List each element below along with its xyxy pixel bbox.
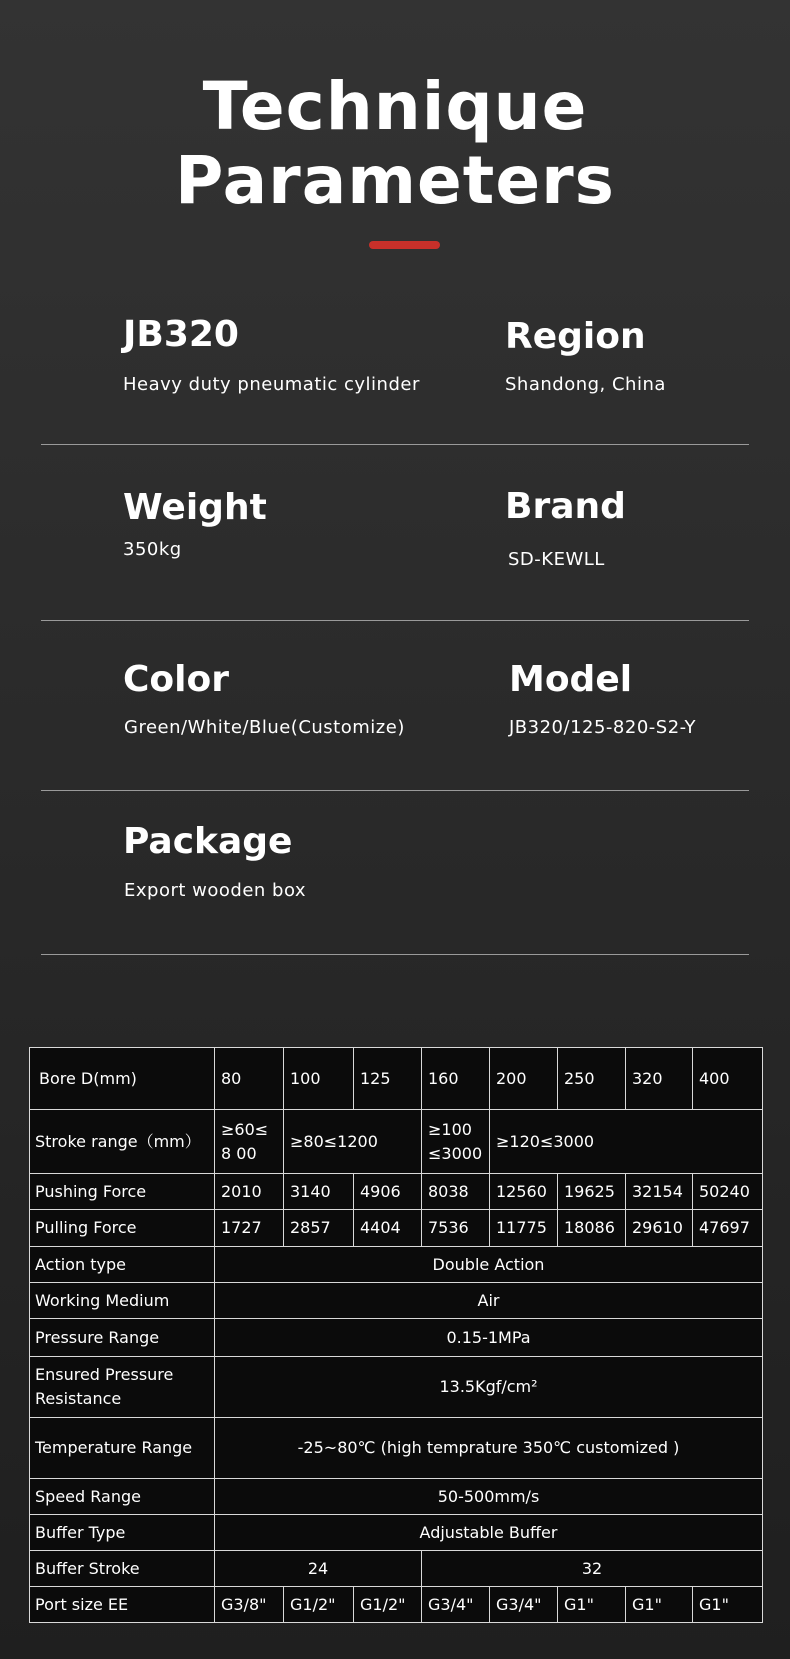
table-cell: 2857 bbox=[284, 1210, 354, 1247]
table-cell: -25~80℃ (high temprature 350℃ customized ) bbox=[215, 1418, 763, 1479]
title-line-2: Parameters bbox=[175, 142, 615, 219]
table-row bbox=[30, 1048, 763, 1110]
row-label: Port size EE bbox=[30, 1587, 215, 1623]
table-cell: 7536 bbox=[422, 1210, 490, 1247]
table-cell: G3/4" bbox=[490, 1587, 558, 1623]
table-cell: G1/2" bbox=[284, 1587, 354, 1623]
param-color bbox=[123, 659, 405, 738]
param-label: Weight bbox=[123, 487, 267, 528]
spec-table bbox=[29, 1047, 763, 1623]
table-cell: 11775 bbox=[490, 1210, 558, 1247]
param-brand bbox=[505, 486, 626, 570]
table-cell: 3140 bbox=[284, 1174, 354, 1210]
row-label: Buffer Stroke bbox=[30, 1551, 215, 1587]
table-cell: Double Action bbox=[215, 1247, 763, 1283]
param-label: Region bbox=[505, 316, 646, 357]
table-cell: 47697 bbox=[693, 1210, 763, 1247]
row-label: Pushing Force bbox=[30, 1174, 215, 1210]
table-cell: 13.5Kgf/cm² bbox=[215, 1357, 763, 1418]
table-cell: 4906 bbox=[354, 1174, 422, 1210]
table-row bbox=[30, 1587, 763, 1623]
table-cell: 4404 bbox=[354, 1210, 422, 1247]
divider bbox=[41, 790, 749, 791]
table-cell: 100 bbox=[284, 1048, 354, 1110]
table-cell: 200 bbox=[490, 1048, 558, 1110]
row-label: Temperature Range bbox=[30, 1418, 215, 1479]
param-label: Brand bbox=[505, 486, 626, 527]
row-label: Bore D(mm) bbox=[30, 1048, 215, 1110]
table-cell: 2010 bbox=[215, 1174, 284, 1210]
table-cell: Air bbox=[215, 1283, 763, 1319]
table-cell: 80 bbox=[215, 1048, 284, 1110]
table-cell: 12560 bbox=[490, 1174, 558, 1210]
table-cell: 0.15-1MPa bbox=[215, 1319, 763, 1357]
table-row bbox=[30, 1247, 763, 1283]
table-cell: 8038 bbox=[422, 1174, 490, 1210]
title-line-1: Technique bbox=[202, 68, 588, 145]
row-label: Speed Range bbox=[30, 1479, 215, 1515]
table-row bbox=[30, 1174, 763, 1210]
table-cell: 32154 bbox=[626, 1174, 693, 1210]
param-value: Export wooden box bbox=[124, 880, 307, 901]
table-row bbox=[30, 1210, 763, 1247]
table-cell: 400 bbox=[693, 1048, 763, 1110]
table-cell: 24 bbox=[215, 1551, 422, 1587]
param-model-code bbox=[123, 314, 420, 395]
row-label: Pulling Force bbox=[30, 1210, 215, 1247]
table-cell: 50-500mm/s bbox=[215, 1479, 763, 1515]
page-title bbox=[0, 70, 790, 218]
table-row bbox=[30, 1283, 763, 1319]
table-row bbox=[30, 1515, 763, 1551]
param-value: Green/White/Blue(Customize) bbox=[124, 717, 405, 738]
table-cell: ≥60≤8 00 bbox=[215, 1110, 284, 1174]
title-accent-bar bbox=[369, 241, 440, 249]
param-label: Package bbox=[123, 821, 293, 862]
row-label: Ensured Pressure Resistance bbox=[30, 1357, 215, 1418]
param-region bbox=[505, 316, 666, 395]
table-cell: 250 bbox=[558, 1048, 626, 1110]
table-cell: 125 bbox=[354, 1048, 422, 1110]
param-model bbox=[509, 659, 697, 738]
table-cell: 32 bbox=[422, 1551, 763, 1587]
divider bbox=[41, 954, 749, 955]
row-label: Action type bbox=[30, 1247, 215, 1283]
table-cell: ≥100 ≤3000 bbox=[422, 1110, 490, 1174]
row-label: Working Medium bbox=[30, 1283, 215, 1319]
table-cell: Adjustable Buffer bbox=[215, 1515, 763, 1551]
param-label: Model bbox=[509, 659, 633, 700]
table-cell: 18086 bbox=[558, 1210, 626, 1247]
table-cell: G1" bbox=[626, 1587, 693, 1623]
table-row bbox=[30, 1110, 763, 1174]
divider bbox=[41, 620, 749, 621]
table-cell: G3/8" bbox=[215, 1587, 284, 1623]
param-label: JB320 bbox=[123, 314, 239, 355]
table-row bbox=[30, 1418, 763, 1479]
table-cell: 160 bbox=[422, 1048, 490, 1110]
table-row bbox=[30, 1479, 763, 1515]
row-label: Stroke range（mm） bbox=[30, 1110, 215, 1174]
table-cell: 29610 bbox=[626, 1210, 693, 1247]
param-value: JB320/125-820-S2-Y bbox=[509, 717, 697, 738]
param-value: 350kg bbox=[123, 539, 182, 560]
table-cell: ≥120≤3000 bbox=[490, 1110, 763, 1174]
table-cell: G3/4" bbox=[422, 1587, 490, 1623]
param-weight bbox=[123, 487, 267, 560]
table-row bbox=[30, 1319, 763, 1357]
table-cell: 320 bbox=[626, 1048, 693, 1110]
table-cell: 1727 bbox=[215, 1210, 284, 1247]
table-cell: G1" bbox=[693, 1587, 763, 1623]
table-cell: ≥80≤1200 bbox=[284, 1110, 422, 1174]
table-row bbox=[30, 1551, 763, 1587]
table-cell: 19625 bbox=[558, 1174, 626, 1210]
param-label: Color bbox=[123, 659, 229, 700]
divider bbox=[41, 444, 749, 445]
param-value: Shandong, China bbox=[505, 374, 666, 395]
param-value: SD-KEWLL bbox=[508, 549, 605, 570]
param-value: Heavy duty pneumatic cylinder bbox=[123, 374, 420, 395]
table-cell: G1/2" bbox=[354, 1587, 422, 1623]
table-cell: 50240 bbox=[693, 1174, 763, 1210]
table-row bbox=[30, 1357, 763, 1418]
param-package bbox=[123, 821, 307, 901]
row-label: Pressure Range bbox=[30, 1319, 215, 1357]
row-label: Buffer Type bbox=[30, 1515, 215, 1551]
table-cell: G1" bbox=[558, 1587, 626, 1623]
